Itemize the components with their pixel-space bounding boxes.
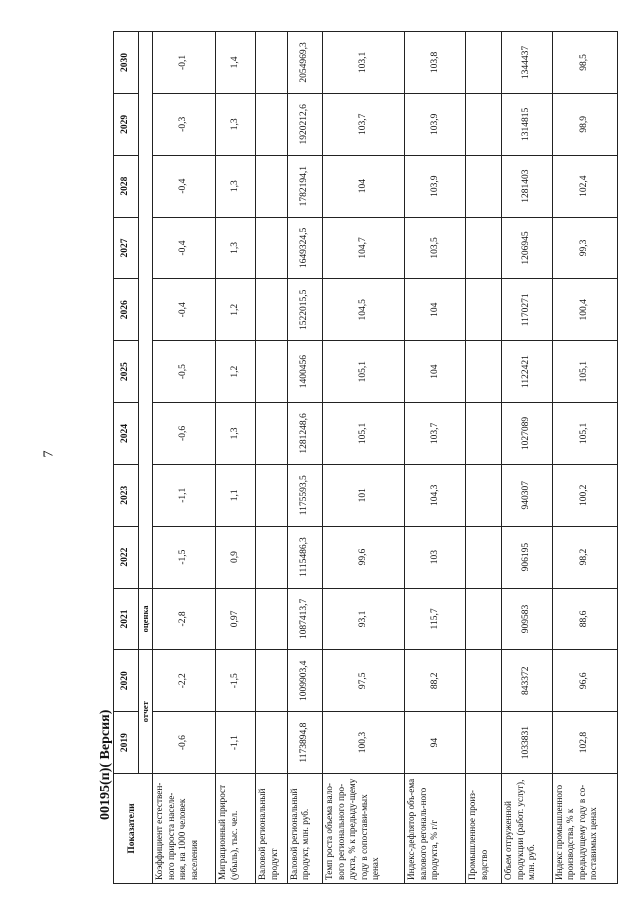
row-value-cell: -0,4 — [153, 155, 216, 217]
row-indicator-name: Валовой региональный продукт, млн. руб. — [287, 774, 323, 884]
row-value-cell: 843372 — [502, 650, 552, 712]
row-value-cell: -2,8 — [153, 588, 216, 650]
row-value-cell: 909583 — [502, 588, 552, 650]
table-row — [552, 32, 617, 884]
row-value-cell: 1314815 — [502, 93, 552, 155]
row-value-cell: 104 — [323, 155, 405, 217]
row-value-cell: 0,9 — [216, 526, 256, 588]
header-year: 2021 — [114, 588, 139, 650]
row-value-cell: -1,1 — [216, 712, 256, 774]
row-value-cell: 1206945 — [502, 217, 552, 279]
row-value-cell — [466, 341, 502, 403]
row-value-cell — [256, 464, 288, 526]
subheader-row — [139, 32, 153, 884]
row-value-cell: 102,8 — [552, 712, 617, 774]
table-row — [153, 32, 216, 884]
row-value-cell: 105,1 — [552, 403, 617, 465]
row-value-cell: 94 — [405, 712, 466, 774]
table-row — [466, 32, 502, 884]
row-value-cell — [466, 155, 502, 217]
row-value-cell: 1,1 — [216, 464, 256, 526]
row-value-cell: -0,1 — [153, 32, 216, 94]
row-value-cell: 104,5 — [323, 279, 405, 341]
row-value-cell: 1920212,6 — [287, 93, 323, 155]
header-year: 2019 — [114, 712, 139, 774]
header-year: 2028 — [114, 155, 139, 217]
row-value-cell: 104 — [405, 341, 466, 403]
row-value-cell: 101 — [323, 464, 405, 526]
row-value-cell: 88,6 — [552, 588, 617, 650]
table-row — [502, 32, 552, 884]
row-value-cell: -0,5 — [153, 341, 216, 403]
header-year: 2026 — [114, 279, 139, 341]
row-indicator-name: Индекс-дефлятор объ-ема валового регональ-ного продукта, % г/г — [405, 774, 466, 884]
footer-document-code: 00195(п)( Версия) — [98, 709, 113, 820]
subheader-estimate: оценка — [139, 588, 153, 650]
row-value-cell: 105,1 — [552, 341, 617, 403]
header-year: 2030 — [114, 32, 139, 94]
row-value-cell: 1281403 — [502, 155, 552, 217]
row-value-cell — [466, 93, 502, 155]
row-value-cell — [466, 712, 502, 774]
row-value-cell: 1115486,3 — [287, 526, 323, 588]
row-value-cell: 104,3 — [405, 464, 466, 526]
row-indicator-name: Темп роста объема вало-вого регионального про-дукта, % к предыду-щему году в сопостави-мых ценах — [323, 774, 405, 884]
row-value-cell — [256, 712, 288, 774]
row-value-cell — [256, 155, 288, 217]
header-year: 2022 — [114, 526, 139, 588]
row-value-cell: 1522015,5 — [287, 279, 323, 341]
page-number: 7 — [41, 450, 57, 458]
row-value-cell — [466, 32, 502, 94]
row-indicator-name: Индекс промышленного производства, % к предыдущему году в со-поставимых ценах — [552, 774, 617, 884]
row-value-cell — [466, 217, 502, 279]
row-indicator-name: Валовой региональный продукт — [256, 774, 288, 884]
subheader-report: отчет — [139, 650, 153, 774]
row-value-cell: -1,5 — [153, 526, 216, 588]
table-body — [153, 32, 618, 884]
row-indicator-name: Промышленное произ-водство — [466, 774, 502, 884]
row-value-cell — [256, 526, 288, 588]
row-value-cell: 98,2 — [552, 526, 617, 588]
row-value-cell: -0,4 — [153, 217, 216, 279]
row-value-cell: 1400456 — [287, 341, 323, 403]
row-value-cell: 99,3 — [552, 217, 617, 279]
row-value-cell: 97,5 — [323, 650, 405, 712]
row-value-cell: 103,9 — [405, 155, 466, 217]
row-value-cell — [256, 650, 288, 712]
row-value-cell — [466, 650, 502, 712]
row-value-cell: 0,97 — [216, 588, 256, 650]
row-value-cell: -0,6 — [153, 712, 216, 774]
row-value-cell: 103,1 — [323, 32, 405, 94]
row-value-cell — [256, 93, 288, 155]
row-value-cell — [256, 588, 288, 650]
row-value-cell: 93,1 — [323, 588, 405, 650]
row-value-cell — [256, 403, 288, 465]
row-value-cell: 1173894,8 — [287, 712, 323, 774]
row-value-cell — [256, 279, 288, 341]
header-row — [114, 32, 139, 884]
header-year: 2029 — [114, 93, 139, 155]
row-value-cell — [466, 403, 502, 465]
row-value-cell: 1,3 — [216, 403, 256, 465]
row-value-cell: 1033831 — [502, 712, 552, 774]
row-value-cell: -0,4 — [153, 279, 216, 341]
row-value-cell: -0,3 — [153, 93, 216, 155]
header-year: 2023 — [114, 464, 139, 526]
row-value-cell: 940307 — [502, 464, 552, 526]
table-row — [216, 32, 256, 884]
row-value-cell: 1087413,7 — [287, 588, 323, 650]
row-value-cell: 103,9 — [405, 93, 466, 155]
row-value-cell: 1122421 — [502, 341, 552, 403]
row-value-cell — [256, 32, 288, 94]
table-row — [323, 32, 405, 884]
row-value-cell: -0,6 — [153, 403, 216, 465]
subheader-empty — [139, 32, 153, 589]
table-row — [287, 32, 323, 884]
row-value-cell: 1,2 — [216, 341, 256, 403]
row-indicator-name: Миграционный прирост (убыль), тыс. чел. — [216, 774, 256, 884]
row-value-cell: 1344437 — [502, 32, 552, 94]
row-value-cell: 98,5 — [552, 32, 617, 94]
row-value-cell: 105,1 — [323, 341, 405, 403]
row-value-cell: 2054969,3 — [287, 32, 323, 94]
indicators-table — [113, 31, 618, 884]
row-value-cell: 1175593,5 — [287, 464, 323, 526]
row-value-cell — [466, 464, 502, 526]
rotated-table-wrapper — [113, 31, 618, 884]
row-value-cell — [466, 526, 502, 588]
row-value-cell — [466, 279, 502, 341]
row-value-cell: -1,5 — [216, 650, 256, 712]
row-value-cell: -2,2 — [153, 650, 216, 712]
row-value-cell: 88,2 — [405, 650, 466, 712]
row-value-cell: 1,3 — [216, 93, 256, 155]
table-row — [405, 32, 466, 884]
header-year: 2025 — [114, 341, 139, 403]
row-value-cell: 1649324,5 — [287, 217, 323, 279]
row-value-cell: 100,4 — [552, 279, 617, 341]
row-value-cell: 100,2 — [552, 464, 617, 526]
row-value-cell: 103,7 — [405, 403, 466, 465]
row-value-cell: 100,3 — [323, 712, 405, 774]
header-indicator: Показатели — [114, 774, 153, 884]
row-value-cell: 103,8 — [405, 32, 466, 94]
row-value-cell: 99,6 — [323, 526, 405, 588]
row-value-cell: 103,5 — [405, 217, 466, 279]
row-value-cell: 1281248,6 — [287, 403, 323, 465]
row-value-cell — [256, 217, 288, 279]
row-value-cell: 1,2 — [216, 279, 256, 341]
row-value-cell: 1009903,4 — [287, 650, 323, 712]
row-value-cell: 104 — [405, 279, 466, 341]
table-row — [256, 32, 288, 884]
header-year: 2020 — [114, 650, 139, 712]
header-year: 2024 — [114, 403, 139, 465]
row-value-cell: 103,7 — [323, 93, 405, 155]
row-value-cell: 1170271 — [502, 279, 552, 341]
row-value-cell: 102,4 — [552, 155, 617, 217]
row-value-cell: 105,1 — [323, 403, 405, 465]
row-value-cell: 103 — [405, 526, 466, 588]
row-value-cell: 906195 — [502, 526, 552, 588]
row-value-cell — [256, 341, 288, 403]
header-year: 2027 — [114, 217, 139, 279]
row-value-cell: 1027089 — [502, 403, 552, 465]
row-value-cell — [466, 588, 502, 650]
row-indicator-name: Коэффициент естествен-ного прироста населе-ния, на 1000 человек населения — [153, 774, 216, 884]
row-indicator-name: Объем отгруженной продукции (работ. услуг), млн. руб. — [502, 774, 552, 884]
row-value-cell: 115,7 — [405, 588, 466, 650]
row-value-cell: 1782194,1 — [287, 155, 323, 217]
row-value-cell: 1,3 — [216, 217, 256, 279]
row-value-cell: 96,6 — [552, 650, 617, 712]
row-value-cell: 104,7 — [323, 217, 405, 279]
row-value-cell: -1,1 — [153, 464, 216, 526]
row-value-cell: 1,3 — [216, 155, 256, 217]
row-value-cell: 1,4 — [216, 32, 256, 94]
row-value-cell: 98,9 — [552, 93, 617, 155]
